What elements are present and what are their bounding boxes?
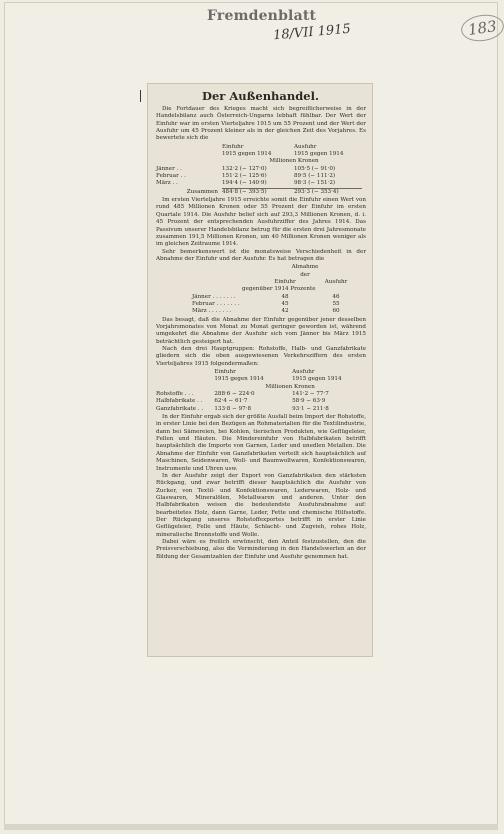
table-unit: Millionen Kronen [265, 383, 315, 390]
article-paragraph: Dabei wäre es freilich erwünscht, den Anteil festzustellen, den die Preisverschiebung, also die Verminderung in den Handelswerten an der Bildung der Gesamtzahlen der Einfuhr und Ausfuhr genommen hat. [156, 538, 366, 560]
newspaper-clipping [147, 83, 373, 657]
table-row [156, 180, 366, 187]
row-label: März . . [156, 180, 178, 187]
column-header: Ausfuhr [292, 369, 315, 376]
table-head: Abnahme [291, 264, 319, 271]
table-header-row [156, 376, 366, 383]
table-unit-row [156, 384, 366, 391]
table-header-row [156, 369, 366, 376]
cell: 133·8 − 97·8 [214, 405, 252, 412]
row-label: Jänner . . [156, 165, 182, 172]
table-monthly-values [156, 144, 366, 196]
article-paragraph: Das besagt, daß die Abnahme der Einfuhr gegenüber jener desselben Vorjahrsmonates von Monat zu Monat geringer geworden ist, während umgekehrt die Abnahme der Ausfuhr sich vom Jänner bis März 1915 beträchtlich gesteigert hat. [156, 316, 366, 345]
cell: 62·4 − 61·7 [214, 398, 248, 405]
table-corner [156, 144, 222, 151]
column-header: Ausfuhr [324, 278, 348, 285]
column-header: Einfuhr [222, 143, 244, 150]
table-corner [156, 369, 214, 376]
cell: 293·3 (− 353·4) [294, 188, 339, 195]
table-decline-percent [192, 264, 366, 315]
table-row [192, 301, 366, 308]
table-header-row [192, 279, 366, 286]
article-paragraph: Die Fortdauer des Krieges macht sich begreiflicherweise in der Handelsbilanz auch Österreich-Ungarns lebhaft fühlbar. Der Wert der Einfuhr war im ersten Vierteljahre 1915 um 55 Prozent und der Wert der Ausfuhr um 45 Prozent kleiner als in der gleichen Zeit des Vorjahres. Es bewertete sich die [156, 106, 366, 142]
row-label: Ganzfabrikate . . [156, 405, 204, 412]
table-row [156, 391, 366, 398]
table-row [192, 308, 366, 315]
cell: 194·4 (− 140·9) [222, 180, 267, 187]
table-groups [156, 369, 366, 413]
table-corner [156, 151, 222, 158]
cell: 48 [281, 293, 289, 300]
cell: 98·3 (− 151·2) [294, 180, 336, 187]
column-subheader: 1915 gegen 1914 [214, 376, 264, 383]
table-row [156, 406, 366, 413]
table-head: gegenüber 1914 Prozente [242, 286, 316, 293]
row-label: Jänner . . . . . . . [192, 293, 236, 300]
cell: 46 [332, 293, 340, 300]
column-header: Einfuhr [274, 278, 296, 285]
column-header: Einfuhr [214, 369, 236, 376]
table-corner [192, 279, 254, 286]
cell: 60 [332, 308, 340, 315]
handwritten-page-number: 183 [459, 12, 504, 44]
column-subheader: 1915 gegen 1914 [294, 151, 344, 158]
article-paragraph: Sehr bemerkenswert ist die monatsweise Verschiedenheit in der Abnahme der Einfuhr und der Ausfuhr. Es hat betragen die [156, 248, 366, 262]
cell: 141·2 − 77·7 [292, 391, 329, 398]
cell: 151·2 (− 125·6) [222, 173, 267, 180]
table-header-row [156, 144, 366, 151]
column-subheader: 1915 gegen 1914 [222, 151, 272, 158]
article-paragraph: Nach den drei Hauptgruppen: Rohstoffe, Halb- und Ganzfabrikate gliedern sich die oben ausgewiesenen Verkehrsziffern des ersten Vierteljahres 1915 folgendermaßen: [156, 346, 366, 367]
margin-mark [140, 90, 141, 102]
row-label: Halbfabrikate . . [156, 398, 203, 405]
table-corner [156, 158, 222, 165]
article-paragraph: In der Einfuhr ergab sich der größte Ausfall beim Import der Rohstoffe, in erster Linie bei den Bezügen an Rohmaterialien für die Textilindustrie, dann bei Sämereien, bei Kohlen, tierischen Produkten, wie Geflügeleier, Fellen und Häuten. Die Mindereinfuhr von Halbfabrikaten betrifft hauptsächlich die Importe von Garnen, Leder und unedlen Metallen. Die Abnahme der Einfuhr von Ganzfabrikaten verteilt sich hauptsächlich auf Maschinen, Seidenwaren, Woll- und Baumwollwaren, Konfektionswaren, Instrumente und Uhren usw. [156, 414, 366, 472]
table-row [192, 294, 366, 301]
page-bottom-edge [4, 824, 498, 830]
cell: 93·1 − 211·8 [292, 405, 329, 412]
article-title: Der Außenhandel. [202, 89, 319, 103]
row-label: Zusammen [186, 188, 218, 195]
table-head: der [300, 271, 310, 278]
table-corner [156, 384, 214, 391]
row-label: Rohstoffe . . . [156, 391, 194, 398]
newspaper-masthead: Fremdenblatt [207, 8, 317, 24]
cell: 42 [281, 308, 289, 315]
cell: 45 [281, 300, 289, 307]
cell: 484·8 (− 393·5) [222, 188, 267, 195]
table-row [156, 398, 366, 405]
row-label: Februar . . [156, 173, 186, 180]
column-subheader: 1915 gegen 1914 [292, 376, 342, 383]
table-unit: Millionen Kronen [269, 158, 319, 165]
cell: 58·9 − 63·9 [292, 398, 326, 405]
column-header: Ausfuhr [294, 143, 317, 150]
row-label: März . . . . . . . [192, 308, 232, 315]
cell: 55 [332, 300, 340, 307]
cell: 89·5 (− 111·2) [294, 173, 336, 180]
table-unit-row [156, 158, 366, 165]
cell: 105·5 (− 91·0) [294, 165, 336, 172]
cell: 288·6 − 224·0 [214, 391, 255, 398]
table-corner [156, 376, 214, 383]
handwritten-date: 18/VII 1915 [272, 21, 352, 44]
article-paragraph: Im ersten Vierteljahre 1915 erreichte somit die Einfuhr einen Wert von rund 485 Millionen Kronen oder 55 Prozent der Einfuhr im ersten Quartale 1914. Die Ausfuhr belief sich auf 293,3 Millionen Kronen, d. i. 45 Prozent der entsprechenden Ausfuhrziffer des Jahres 1914. Das Passivum unserer Handelsbilanz betrug für die ersten drei Jahresmonate zusammen 191,5 Millionen Kronen, um 40 Millionen Kronen weniger als im gleichen Zeitraume 1914. [156, 197, 366, 248]
table-header-row [156, 151, 366, 158]
table-total-row [156, 189, 366, 196]
cell: 132·2 (− 127·0) [222, 165, 267, 172]
row-label: Februar . . . . . . . [192, 300, 240, 307]
table-row [156, 166, 366, 173]
article-paragraph: In der Ausfuhr zeigt der Export von Ganzfabrikaten den stärksten Rückgang, und zwar betrifft dieser hauptsächlich die Ausfuhr von Zucker, von Textil- und Konfektionswaren, Lederwaren, Holz- und Glaswaren, Mineralölen, Metallwaren und anderen. Unter den Halbfabrikaten weisen die bedeutendste Ausfuhrabnahme auf: bearbeitetes Holz, dann Garne, Leder, Fette und chemische Hilfsstoffe. Der Rückgang unseres Rohstoffexportes betrifft in erster Linie Geflügeleier, Felle und Häute, Schlacht- und Zugvieh, rohes Holz, mineralische Brennstoffe und Wolle. [156, 472, 366, 538]
